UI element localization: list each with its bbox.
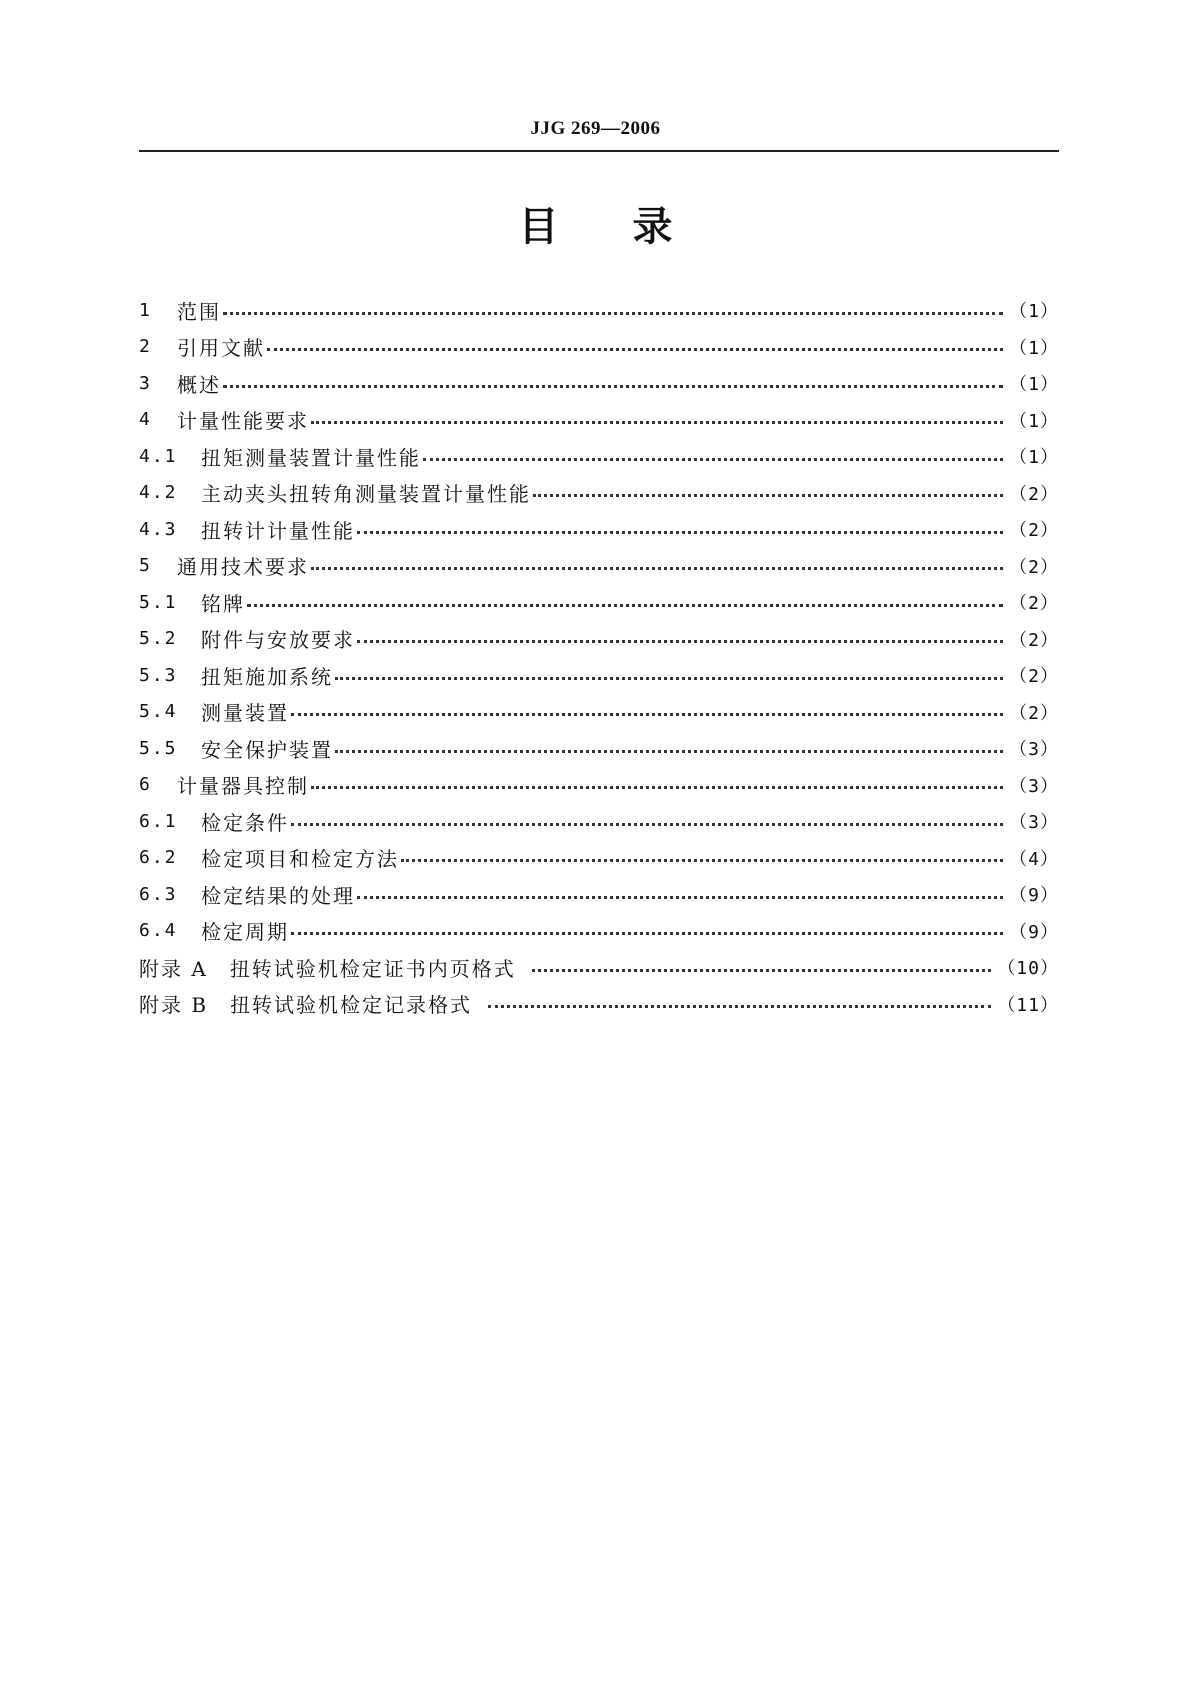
running-header: JJG 269—2006 (530, 118, 661, 139)
toc-entry[interactable] (139, 365, 1059, 402)
toc-entry-number: 附录 A (139, 956, 208, 981)
toc-entry-number: 4.3 (139, 518, 178, 540)
toc-leader-dots (357, 640, 1003, 643)
toc-leader-dots (291, 713, 1003, 716)
toc-entry[interactable] (139, 767, 1059, 804)
toc-entry-number: 6.1 (139, 810, 178, 832)
toc-entry-appendix[interactable] (139, 949, 1059, 986)
toc-entry-title: 主动夹头扭转角测量装置计量性能 (201, 482, 531, 507)
toc-leader-dots (423, 458, 1003, 461)
toc-entry[interactable] (139, 694, 1059, 731)
toc-entry-page: （11） (997, 994, 1059, 1016)
toc-leader-dots (311, 421, 1003, 424)
toc-leader-dots (401, 859, 1003, 862)
toc-entry-page: （1） (1009, 410, 1059, 432)
toc-entry-title: 附件与安放要求 (201, 628, 355, 653)
toc-entry-title: 检定周期 (201, 920, 289, 945)
toc-entry-title: 铭牌 (201, 591, 245, 616)
toc-leader-dots (532, 969, 992, 972)
toc-entry[interactable] (139, 730, 1059, 767)
toc-entry-page: （1） (1009, 374, 1059, 396)
toc-entry[interactable] (139, 840, 1059, 877)
toc-entry[interactable] (139, 876, 1059, 913)
toc-entry[interactable] (139, 548, 1059, 585)
toc-leader-dots (357, 896, 1003, 899)
toc-entry-number: 2 (139, 336, 152, 358)
toc-entry-number: 5 (139, 555, 152, 577)
toc-entry-title: 扭转计计量性能 (201, 518, 355, 543)
toc-entry-title: 扭转试验机检定证书内页格式 (229, 956, 516, 981)
toc-entry-number: 6.2 (139, 847, 178, 869)
table-of-contents (139, 292, 1059, 1022)
toc-entry-number: 4.1 (139, 445, 178, 467)
toc-entry-page: （3） (1009, 739, 1059, 761)
toc-entry-page: （2） (1009, 520, 1059, 542)
toc-entry-title: 概述 (177, 372, 221, 397)
toc-entry-number: 4.2 (139, 482, 178, 504)
toc-entry-page: （1） (1009, 301, 1059, 323)
toc-entry-number: 5.5 (139, 737, 178, 759)
toc-entry-title: 扭矩测量装置计量性能 (201, 445, 421, 470)
toc-entry-title: 扭转试验机检定记录格式 (230, 993, 473, 1018)
toc-entry[interactable] (139, 803, 1059, 840)
toc-entry-number: 1 (139, 299, 152, 321)
toc-entry-page: （2） (1009, 702, 1059, 724)
toc-entry-page: （2） (1009, 593, 1059, 615)
toc-leader-dots (335, 677, 1003, 680)
toc-entry-title: 扭矩施加系统 (201, 664, 333, 689)
toc-entry-title: 通用技术要求 (177, 555, 309, 580)
toc-entry-title: 检定条件 (201, 810, 289, 835)
toc-entry[interactable] (139, 475, 1059, 512)
toc-entry-title: 测量装置 (201, 701, 289, 726)
toc-entry-page: （2） (1009, 666, 1059, 688)
toc-entry-page: （1） (1009, 337, 1059, 359)
toc-entry[interactable] (139, 584, 1059, 621)
toc-entry-number: 5.4 (139, 701, 178, 723)
toc-entry-number: 6.4 (139, 920, 178, 942)
toc-entry-title: 计量性能要求 (177, 409, 309, 434)
toc-leader-dots (357, 531, 1003, 534)
toc-entry-page: （9） (1009, 921, 1059, 943)
toc-entry-title: 范围 (177, 299, 221, 324)
toc-entry[interactable] (139, 621, 1059, 658)
toc-leader-dots (291, 932, 1003, 935)
toc-entry-title: 计量器具控制 (177, 774, 309, 799)
page-title: 目 录 (518, 204, 673, 250)
toc-entry-page: （3） (1009, 812, 1059, 834)
toc-entry-number: 5.1 (139, 591, 178, 613)
toc-leader-dots (223, 312, 1003, 315)
toc-entry-title: 引用文献 (177, 336, 265, 361)
toc-entry-page: （3） (1009, 775, 1059, 797)
toc-leader-dots (247, 604, 1003, 607)
toc-entry[interactable] (139, 329, 1059, 366)
toc-leader-dots (267, 348, 1003, 351)
toc-entry-title: 检定结果的处理 (201, 883, 355, 908)
toc-entry-number: 5.3 (139, 664, 178, 686)
toc-leader-dots (223, 385, 1003, 388)
toc-entry-number: 3 (139, 372, 152, 394)
toc-leader-dots (311, 786, 1003, 789)
toc-entry-number: 6 (139, 774, 152, 796)
toc-entry-appendix[interactable] (139, 986, 1059, 1023)
toc-entry-number: 6.3 (139, 883, 178, 905)
toc-entry-title: 检定项目和检定方法 (201, 847, 399, 872)
toc-entry-page: （4） (1009, 848, 1059, 870)
toc-entry-page: （2） (1009, 629, 1059, 651)
toc-leader-dots (488, 1005, 991, 1008)
toc-entry[interactable] (139, 913, 1059, 950)
toc-entry-page: （1） (1009, 447, 1059, 469)
toc-leader-dots (291, 823, 1003, 826)
toc-entry-number: 5.2 (139, 628, 178, 650)
toc-entry-page: （2） (1009, 556, 1059, 578)
toc-leader-dots (311, 567, 1003, 570)
toc-entry-title: 安全保护装置 (201, 737, 333, 762)
toc-leader-dots (335, 750, 1003, 753)
toc-entry-number: 附录 B (139, 993, 209, 1018)
toc-leader-dots (533, 494, 1003, 497)
toc-entry[interactable] (139, 292, 1059, 329)
toc-entry-page: （10） (997, 958, 1059, 980)
header-divider (139, 150, 1059, 152)
toc-entry[interactable] (139, 511, 1059, 548)
toc-entry[interactable] (139, 402, 1059, 439)
toc-entry[interactable] (139, 438, 1059, 475)
toc-entry-page: （9） (1009, 885, 1059, 907)
toc-entry-number: 4 (139, 409, 152, 431)
toc-entry[interactable] (139, 657, 1059, 694)
toc-entry-page: （2） (1009, 483, 1059, 505)
